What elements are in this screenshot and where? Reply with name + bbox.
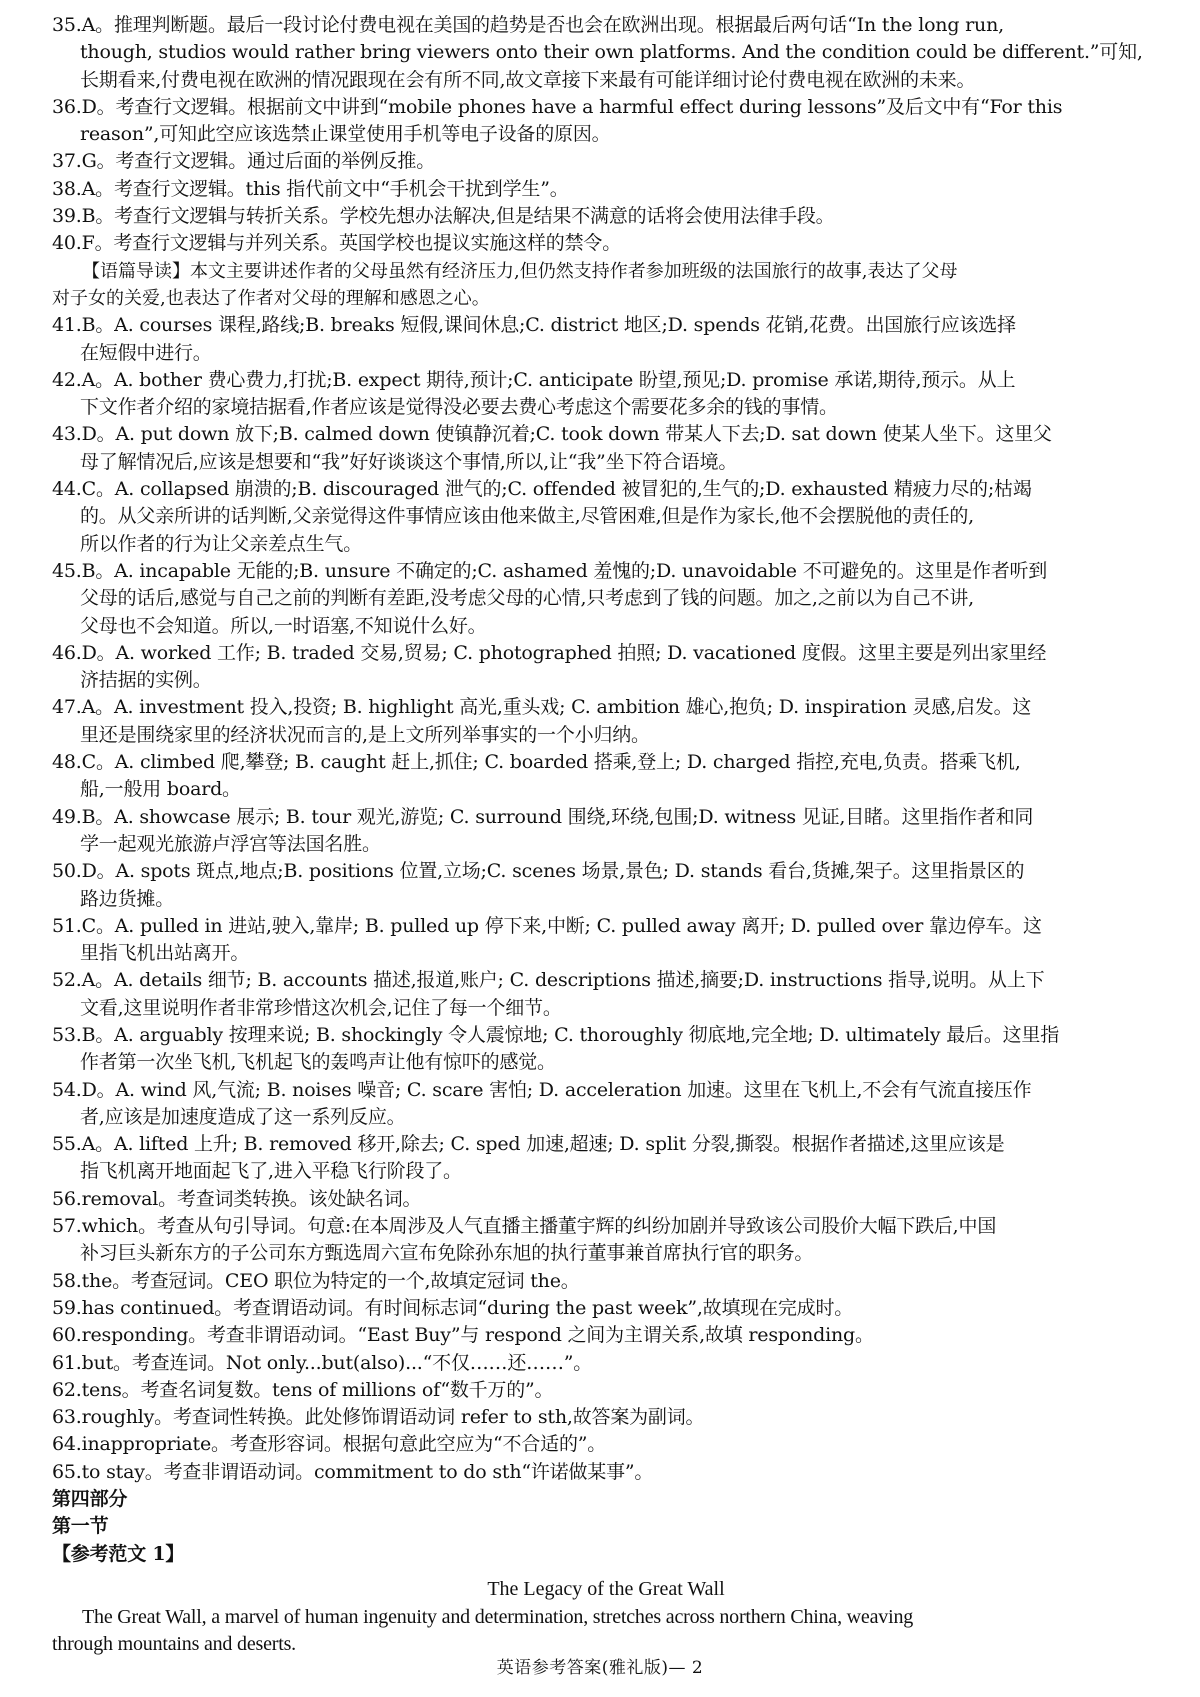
- answer-line: 53.B。A. arguably 按理来说; B. shockingly 令人震惊地; C. thoroughly 彻底地,完全地; D. ultimately 最后。这里指: [52, 1023, 1060, 1046]
- answer-line: 40.F。考查行文逻辑与并列关系。英国学校也提议实施这样的禁令。: [52, 232, 622, 255]
- answer-line: 47.A。A. investment 投入,投资; B. highlight 高光,重头戏; C. ambition 雄心,抱负; D. inspiration 灵感,启发。这: [52, 696, 1032, 719]
- answer-line: 64.inappropriate。考查形容词。根据句意此空应为“不合适的”。: [52, 1433, 607, 1456]
- answer-line: 下文作者介绍的家境拮据看,作者应该是觉得没必要去费心考虑这个需要花多余的钱的事情。: [80, 396, 838, 419]
- answer-line: 48.C。A. climbed 爬,攀登; B. caught 赶上,抓住; C. boarded 搭乘,登上; D. charged 指控,充电,负责。搭乘飞机,: [52, 751, 1021, 774]
- answer-key-page: [52, 12, 1160, 1659]
- answer-line: 35.A。推理判断题。最后一段讨论付费电视在美国的趋势是否也会在欧洲出现。根据最后两句话“In the long run,: [52, 14, 1004, 36]
- answer-line: 49.B。A. showcase 展示; B. tour 观光,游览; C. surround 围绕,环绕,包围;D. witness 见证,目睹。这里指作者和同: [52, 805, 1034, 828]
- answer-line: 39.B。考查行文逻辑与转折关系。学校先想办法解决,但是结果不满意的话将会使用法律手段。: [52, 205, 835, 228]
- answer-line: 36.D。考查行文逻辑。根据前文中讲到“mobile phones have a harmful effect during lessons”及后文中有“For this: [52, 95, 1063, 118]
- answer-line: 45.B。A. incapable 无能的;B. unsure 不确定的;C. ashamed 羞愧的;D. unavoidable 不可避免的。这里是作者听到: [52, 559, 1048, 582]
- answer-line: 55.A。A. lifted 上升; B. removed 移开,除去; C. sped 加速,超速; D. split 分裂,撕裂。根据作者描述,这里应该是: [52, 1133, 1005, 1156]
- answer-line: 学一起观光旅游卢浮宫等法国名胜。: [80, 832, 381, 855]
- answer-line: 长期看来,付费电视在欧洲的情况跟现在会有所不同,故文章接下来最有可能详细讨论付费电视在欧洲的未来。: [80, 68, 976, 91]
- answer-line: 42.A。A. bother 费心费力,打扰;B. expect 期待,预计;C. anticipate 盼望,预见;D. promise 承诺,期待,预示。从上: [52, 368, 1016, 391]
- answer-line: 里指飞机出站离开。: [80, 942, 250, 965]
- answer-line: 61.but。考查连词。Not only...but(also)...“不仅……还……”。: [52, 1351, 593, 1374]
- answer-line: 58.the。考查冠词。CEO 职位为特定的一个,故填定冠词 the。: [52, 1269, 580, 1292]
- answer-line: 船,一般用 board。: [80, 778, 241, 801]
- answer-line: 50.D。A. spots 斑点,地点;B. positions 位置,立场;C. scenes 场景,景色; D. stands 看台,货摊,架子。这里指景区的: [52, 860, 1025, 883]
- answer-line: 所以作者的行为让父亲差点生气。: [80, 532, 363, 555]
- answer-line: 在短假中进行。: [80, 341, 212, 364]
- part-heading: 第四部分: [52, 1488, 128, 1511]
- answer-line: 56.removal。考查词类转换。该处缺名词。: [52, 1187, 422, 1210]
- answer-line: 文看,这里说明作者非常珍惜这次机会,记住了每一个细节。: [80, 996, 562, 1019]
- answer-line: 者,应该是加速度造成了这一系列反应。: [80, 1105, 406, 1128]
- answer-line: 65.to stay。考查非谓语动词。commitment to do sth“许诺做某事”。: [52, 1460, 654, 1483]
- answer-line: 母了解情况后,应该是想要和“我”好好谈谈这个事情,所以,让“我”坐下符合语境。: [80, 450, 738, 473]
- answer-line: 46.D。A. worked 工作; B. traded 交易,贸易; C. photographed 拍照; D. vacationed 度假。这里主要是列出家里经: [52, 641, 1047, 664]
- answer-line: 指飞机离开地面起飞了,进入平稳飞行阶段了。: [80, 1160, 462, 1183]
- sample-essay-heading: 【参考范文 1】: [52, 1542, 185, 1565]
- answer-line: 57.which。考查从句引导词。句意:在本周涉及人气直播主播董宇辉的纠纷加剧并导致该公司股价大幅下跌后,中国: [52, 1215, 997, 1238]
- page-footer: 英语参考答案(雅礼版)— 2: [496, 1658, 704, 1678]
- answer-line: 59.has continued。考查谓语动词。有时间标志词“during the past week”,故填现在完成时。: [52, 1296, 854, 1319]
- answer-line: 里还是围绕家里的经济状况而言的,是上文所列举事实的一个小归纳。: [80, 723, 650, 746]
- answer-line: 济拮据的实例。: [80, 669, 212, 692]
- reading-guide-line: 【语篇导读】本文主要讲述作者的父母虽然有经济压力,但仍然支持作者参加班级的法国旅行的故事,表达了父母: [82, 260, 958, 282]
- reading-guide-line: 对子女的关爱,也表达了作者对父母的理解和感恩之心。: [52, 287, 490, 309]
- answer-line: 37.G。考查行文逻辑。通过后面的举例反推。: [52, 150, 435, 173]
- answer-line: 父母的话后,感觉与自己之前的判断有差距,没考虑父母的心情,只考虑到了钱的问题。加之,之前以为自己不讲,: [80, 587, 975, 610]
- answer-line: 44.C。A. collapsed 崩溃的;B. discouraged 泄气的;C. offended 被冒犯的,生气的;D. exhausted 精疲力尽的;枯竭: [52, 478, 1032, 501]
- answer-line: 41.B。A. courses 课程,路线;B. breaks 短假,课间休息;C. district 地区;D. spends 花销,花费。出国旅行应该选择: [52, 314, 1016, 337]
- answer-line: 63.roughly。考查词性转换。此处修饰谓语动词 refer to sth,故答案为副词。: [52, 1406, 705, 1429]
- essay-line: The Great Wall, a marvel of human ingenuity and determination, stretches across northern China, weaving: [82, 1605, 914, 1628]
- answer-line: though, studios would rather bring viewers onto their own platforms. And the condition could be different.”可知,: [80, 41, 1143, 64]
- answer-line: 父母也不会知道。所以,一时语塞,不知说什么好。: [80, 614, 487, 637]
- answer-line: 62.tens。考查名词复数。tens of millions of“数千万的”。: [52, 1378, 554, 1401]
- answer-line: 51.C。A. pulled in 进站,驶入,靠岸; B. pulled up 停下来,中断; C. pulled away 离开; D. pulled over 靠边停车。这: [52, 914, 1042, 937]
- answer-line: 54.D。A. wind 风,气流; B. noises 噪音; C. scare 害怕; D. acceleration 加速。这里在飞机上,不会有气流直接压作: [52, 1078, 1032, 1101]
- essay-line: through mountains and deserts.: [52, 1633, 296, 1656]
- answer-line: 52.A。A. details 细节; B. accounts 描述,报道,账户; C. descriptions 描述,摘要;D. instructions 指导,说明。从上下: [52, 969, 1045, 992]
- answer-line: 43.D。A. put down 放下;B. calmed down 使镇静沉着;C. took down 带某人下去;D. sat down 使某人坐下。这里父: [52, 423, 1052, 446]
- answer-line: 补习巨头新东方的子公司东方甄选周六宣布免除孙东旭的执行董事兼首席执行官的职务。: [80, 1242, 814, 1265]
- essay-title: The Legacy of the Great Wall: [487, 1577, 725, 1600]
- answer-line: 的。从父亲所讲的话判断,父亲觉得这件事情应该由他来做主,尽管困难,但是作为家长,他不会摆脱他的责任的,: [80, 505, 975, 528]
- answer-line: 路边货摊。: [80, 887, 175, 910]
- answer-line: 作者第一次坐飞机,飞机起飞的轰鸣声让他有惊吓的感觉。: [80, 1051, 556, 1074]
- answer-explanations: [52, 12, 1160, 1486]
- answer-line: reason”,可知此空应该选禁止课堂使用手机等电子设备的原因。: [80, 123, 611, 146]
- answer-line: 60.responding。考查非谓语动词。“East Buy”与 respond 之间为主谓关系,故填 responding。: [52, 1324, 874, 1347]
- answer-line: 38.A。考查行文逻辑。this 指代前文中“手机会干扰到学生”。: [52, 177, 569, 200]
- section-heading: 第一节: [52, 1515, 109, 1538]
